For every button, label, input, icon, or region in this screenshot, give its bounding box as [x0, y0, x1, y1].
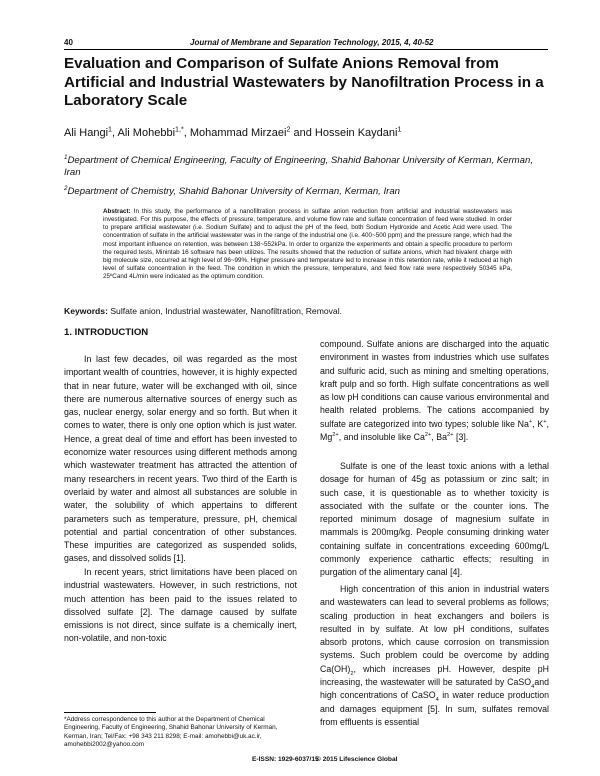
text-run: , and insoluble like Ca — [338, 432, 425, 443]
left-column-paragraph-2 — [64, 566, 297, 646]
text-run: [3]. — [453, 432, 469, 443]
author-name: Ali Hangi — [64, 127, 109, 139]
right-column-paragraph-1 — [320, 338, 549, 444]
correspondence-footnote: *Address correspondence to this author at the Department of Chemical Engineering, Faculty of Engineering, Shahid Bahonar University of Kerman, Kerman, Iran; Tel/Fax: +98 343 211 8298; E-mail: amohebbi@uk.ac.ir, amohebbi2002@yahoo.com — [64, 716, 278, 748]
left-column-paragraph-1 — [64, 353, 297, 566]
affiliation-mark: 2 — [64, 184, 68, 192]
author-affiliation-mark: 1 — [108, 125, 113, 134]
paragraph — [320, 583, 549, 729]
author-name: Ali Mohebbi — [117, 127, 176, 139]
section-heading-introduction: 1. INTRODUCTION — [64, 327, 149, 338]
author-separator: and — [290, 127, 315, 139]
subscript: 2 — [350, 670, 354, 677]
author-separator: , — [112, 127, 118, 139]
footer-issn: E-ISSN: 1929-6037/15 — [252, 756, 319, 763]
charge-sup: 2+ — [447, 432, 454, 439]
paper-title: Evaluation and Comparison of Sulfate Anions Removal from Artificial and Industrial Wastewaters by Nanofiltration Process in a Laboratory Scale — [64, 55, 544, 109]
footer-publisher: © 2015 Lifescience Global — [316, 756, 398, 763]
text-run: , which increases pH. However, despite pH increasing, the wastewater will be saturated by CaSO — [320, 663, 549, 688]
affiliation-2 — [64, 186, 548, 198]
charge-sup: 2+ — [332, 432, 339, 439]
charge-sup: + — [528, 418, 533, 425]
paragraph — [320, 338, 549, 444]
text-run: in water reduce production and damages equipment [5]. In sum, sulfates removal from effluents is essential — [320, 690, 549, 727]
author-name: Mohammad Mirzaei — [189, 127, 287, 139]
text-run: compound. Sulfate anions are discharged into the aquatic environment in wastes from industries which use sulfates and sulfuric acid, such as mining and smelting operations, kraft pulp and so forth. High sulfate concentrations as well as low pH conditions can cause various environmental and health related problems. The cations accompanied by sulfate are categorized into two types; soluble like Na — [320, 339, 549, 429]
paragraph: Sulfate is one of the least toxic anions with a lethal dosage for human of 45g as potassium or zinc salt; in such case, it is questionable as to whether toxicity is associated with the sulfate or the counter ions. The reported minimum dosage of magnesium sulfate in mammals is 200mg/kg. People consuming drinking water containing sulfate in concentrations exceeding 600mg/L commonly experience cathartic effects; resulting in purgation of the alimentary canal [4]. — [320, 461, 549, 578]
affiliation-1 — [64, 155, 548, 179]
author-affiliation-mark: 2 — [286, 125, 291, 134]
text-run: High concentration of this anion in industrial waters and wastewaters can lead to several problems as follows; scaling production in heat exchangers and boilers is resulted in by sulfate. At low pH conditions, sulfates absorb protons, which cause corrosion on transmission systems. Such problem could be overcome by adding Ca(OH) — [320, 584, 549, 674]
right-column-paragraph-3 — [320, 583, 549, 729]
author-list — [64, 127, 401, 139]
abstract — [103, 208, 512, 281]
subscript: 4 — [531, 683, 535, 690]
author-affiliation-mark: 1 — [397, 125, 402, 134]
paragraph: In last few decades, oil was regarded as the most important wealth of countries, however, it is highly expected that in near future, water will be exchanged with oil, since there are numerous alternative sources of energy such as gas, nuclear energy, solar energy and so forth. But when it comes to water, there is only one option which is just water. Hence, a great deal of time and effort has been invested to economize water resources using different methods among which wastewater treatment has attracted the attention of many researchers in recent years. Two third of the Earth is overlaid by water and almost all substances are soluble in water, the solubility of which appertains to different parameters such as temperature, pressure, pH, chemical potential and partial concentration of other substances. These impurities are categorized as suspended solids, gases, and dissolved solids [1]. — [64, 354, 297, 564]
charge-sup: 2+ — [424, 432, 432, 439]
paragraph: In recent years, strict limitations have been placed on industrial wastewaters. However, in such restrictions, not much attention has been paid to the issues related to dissolved sulfate [2]. The damage caused by sulfate emissions is not direct, since sulfate is a chemically inert, non-volatile, and non-toxic — [64, 567, 297, 644]
abstract-text: In this study, the performance of a nanofiltration process in sulfate anion reduction from artificial and industrial wastewaters was investigated. For this purpose, the effects of pressure, temperature, and volume flow rate and sulfate concentration of feed were studied. In order to prepare artificial wastewater (i.e. Sodium Sulfate) and to adjust the pH of the feed, both Sodium Hydroxide and Acetic Acid were used. The concentration of sulfate in the artificial wastewater was in the range of the industrial one (i.e. 400~500 ppm) and the pressure range, which had the most important influence on retention, was between 138~552kPa. In order to organize the experiments and obtain a specific procedure to perform the required tests, Minintab 16 software has been utilizes. The results showed that the reduction of sulfate anions, which had bivalent charge with big molecule size, occurred at high level of 96~99%. Higher pressure and temperature led to increase in this retention rate, while it reduced at high level of sulfate concentration in the feed. The condition in which the pressure, temperature, and feed flow rate were respectively 50345 kPa, 25ºCand 4L/min were indicated as the optimum condition. — [103, 208, 512, 281]
text-run: , Mg — [320, 418, 549, 443]
text-run: , K — [532, 418, 544, 429]
charge-sup: + — [543, 418, 547, 425]
text-run: , Ba — [431, 432, 448, 443]
keywords-label: Keywords: — [64, 306, 108, 316]
author-name: Hossein Kaydani — [314, 127, 398, 139]
keywords-text: Sulfate anion, Industrial wastewater, Nanofiltration, Removal. — [107, 306, 342, 316]
text-run: and high concentrations of CaSO — [320, 677, 549, 701]
header-rule — [64, 49, 548, 50]
affiliation-text: Department of Chemistry, Shahid Bahonar University of Kerman, Kerman, Iran — [67, 186, 401, 197]
page-number: 40 — [64, 38, 73, 47]
right-column-paragraph-2 — [320, 460, 549, 580]
author-affiliation-mark: 1,* — [175, 125, 184, 134]
subscript: 4 — [435, 697, 439, 704]
affiliation-mark: 1 — [64, 153, 68, 161]
author-separator: , — [183, 127, 190, 139]
footnote-rule — [64, 712, 156, 713]
journal-citation: Journal of Membrane and Separation Technology, 2015, 4, 40-52 — [190, 38, 434, 47]
keywords — [64, 306, 342, 316]
abstract-label: Abstract: — [103, 208, 131, 215]
affiliation-text: Department of Chemical Engineering, Faculty of Engineering, Shahid Bahonar University of Kerman, Kerman, Iran — [64, 155, 534, 178]
